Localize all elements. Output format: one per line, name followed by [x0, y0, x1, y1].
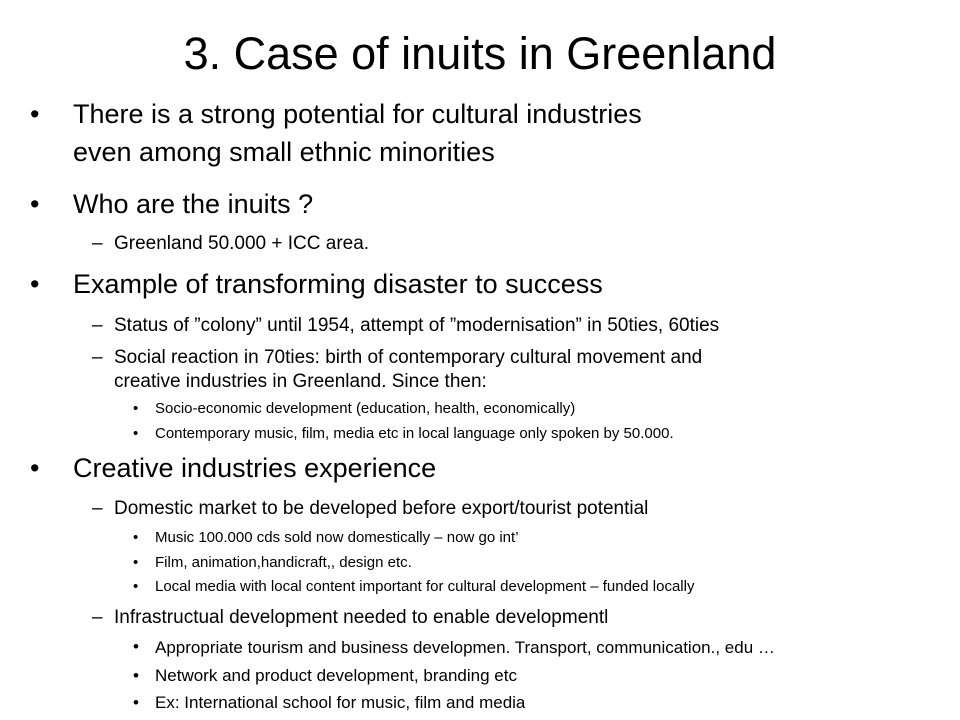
dash-icon: –: [92, 347, 103, 368]
bullet-text: Example of transforming disaster to success: [73, 269, 603, 299]
small-bullet-icon: •: [133, 400, 139, 417]
sub-sub-bullet-text: Film, animation,handicraft,, design etc.: [155, 554, 412, 571]
sub-bullet-text: Social reaction in 70ties: birth of contemporary cultural movement and: [114, 347, 703, 368]
sub-bullet-text: Infrastructual development needed to enable developmentl: [114, 607, 609, 628]
sub-sub-bullet-text: Ex: International school for music, film and media: [155, 693, 526, 712]
bullet-text: There is a strong potential for cultural industries: [73, 99, 642, 129]
bullet-text-continuation: even among small ethnic minorities: [73, 137, 495, 167]
bullet-text: Creative industries experience: [73, 453, 437, 483]
bullet-icon: •: [30, 189, 40, 219]
sub-sub-bullet-text: Music 100.000 cds sold now domestically – now go int’: [155, 529, 519, 546]
sub-bullet-text-continuation: creative industries in Greenland. Since then:: [114, 371, 487, 392]
sub-bullet-text: Domestic market to be developed before export/tourist potential: [114, 498, 649, 519]
sub-bullet-text: Greenland 50.000 + ICC area.: [114, 233, 370, 254]
dash-icon: –: [92, 233, 103, 254]
small-bullet-icon: •: [133, 578, 139, 595]
bullet-icon: •: [30, 453, 40, 483]
sub-sub-bullet-text: Socio-economic development (education, health, economically): [155, 400, 576, 417]
dash-icon: –: [92, 315, 103, 336]
dash-icon: –: [92, 607, 103, 628]
small-bullet-icon: •: [133, 693, 139, 712]
sub-sub-bullet-text: Appropriate tourism and business developmen. Transport, communication., edu …: [155, 638, 775, 657]
sub-bullet-text: Status of ”colony” until 1954, attempt of ”modernisation” in 50ties, 60ties: [114, 315, 720, 336]
bullet-text: Who are the inuits ?: [73, 189, 314, 219]
slide-title: 3. Case of inuits in Greenland: [183, 28, 777, 79]
sub-sub-bullet-text: Contemporary music, film, media etc in local language only spoken by 50.000.: [155, 425, 674, 442]
small-bullet-icon: •: [133, 425, 139, 442]
bullet-icon: •: [30, 269, 40, 299]
bullet-icon: •: [30, 99, 40, 129]
sub-sub-bullet-text: Local media with local content important for cultural development – funded locally: [155, 578, 695, 595]
small-bullet-icon: •: [133, 554, 139, 571]
small-bullet-icon: •: [133, 529, 139, 546]
sub-sub-bullet-text: Network and product development, branding etc: [155, 666, 517, 685]
small-bullet-icon: •: [133, 666, 139, 685]
dash-icon: –: [92, 498, 103, 519]
small-bullet-icon: •: [133, 637, 139, 656]
